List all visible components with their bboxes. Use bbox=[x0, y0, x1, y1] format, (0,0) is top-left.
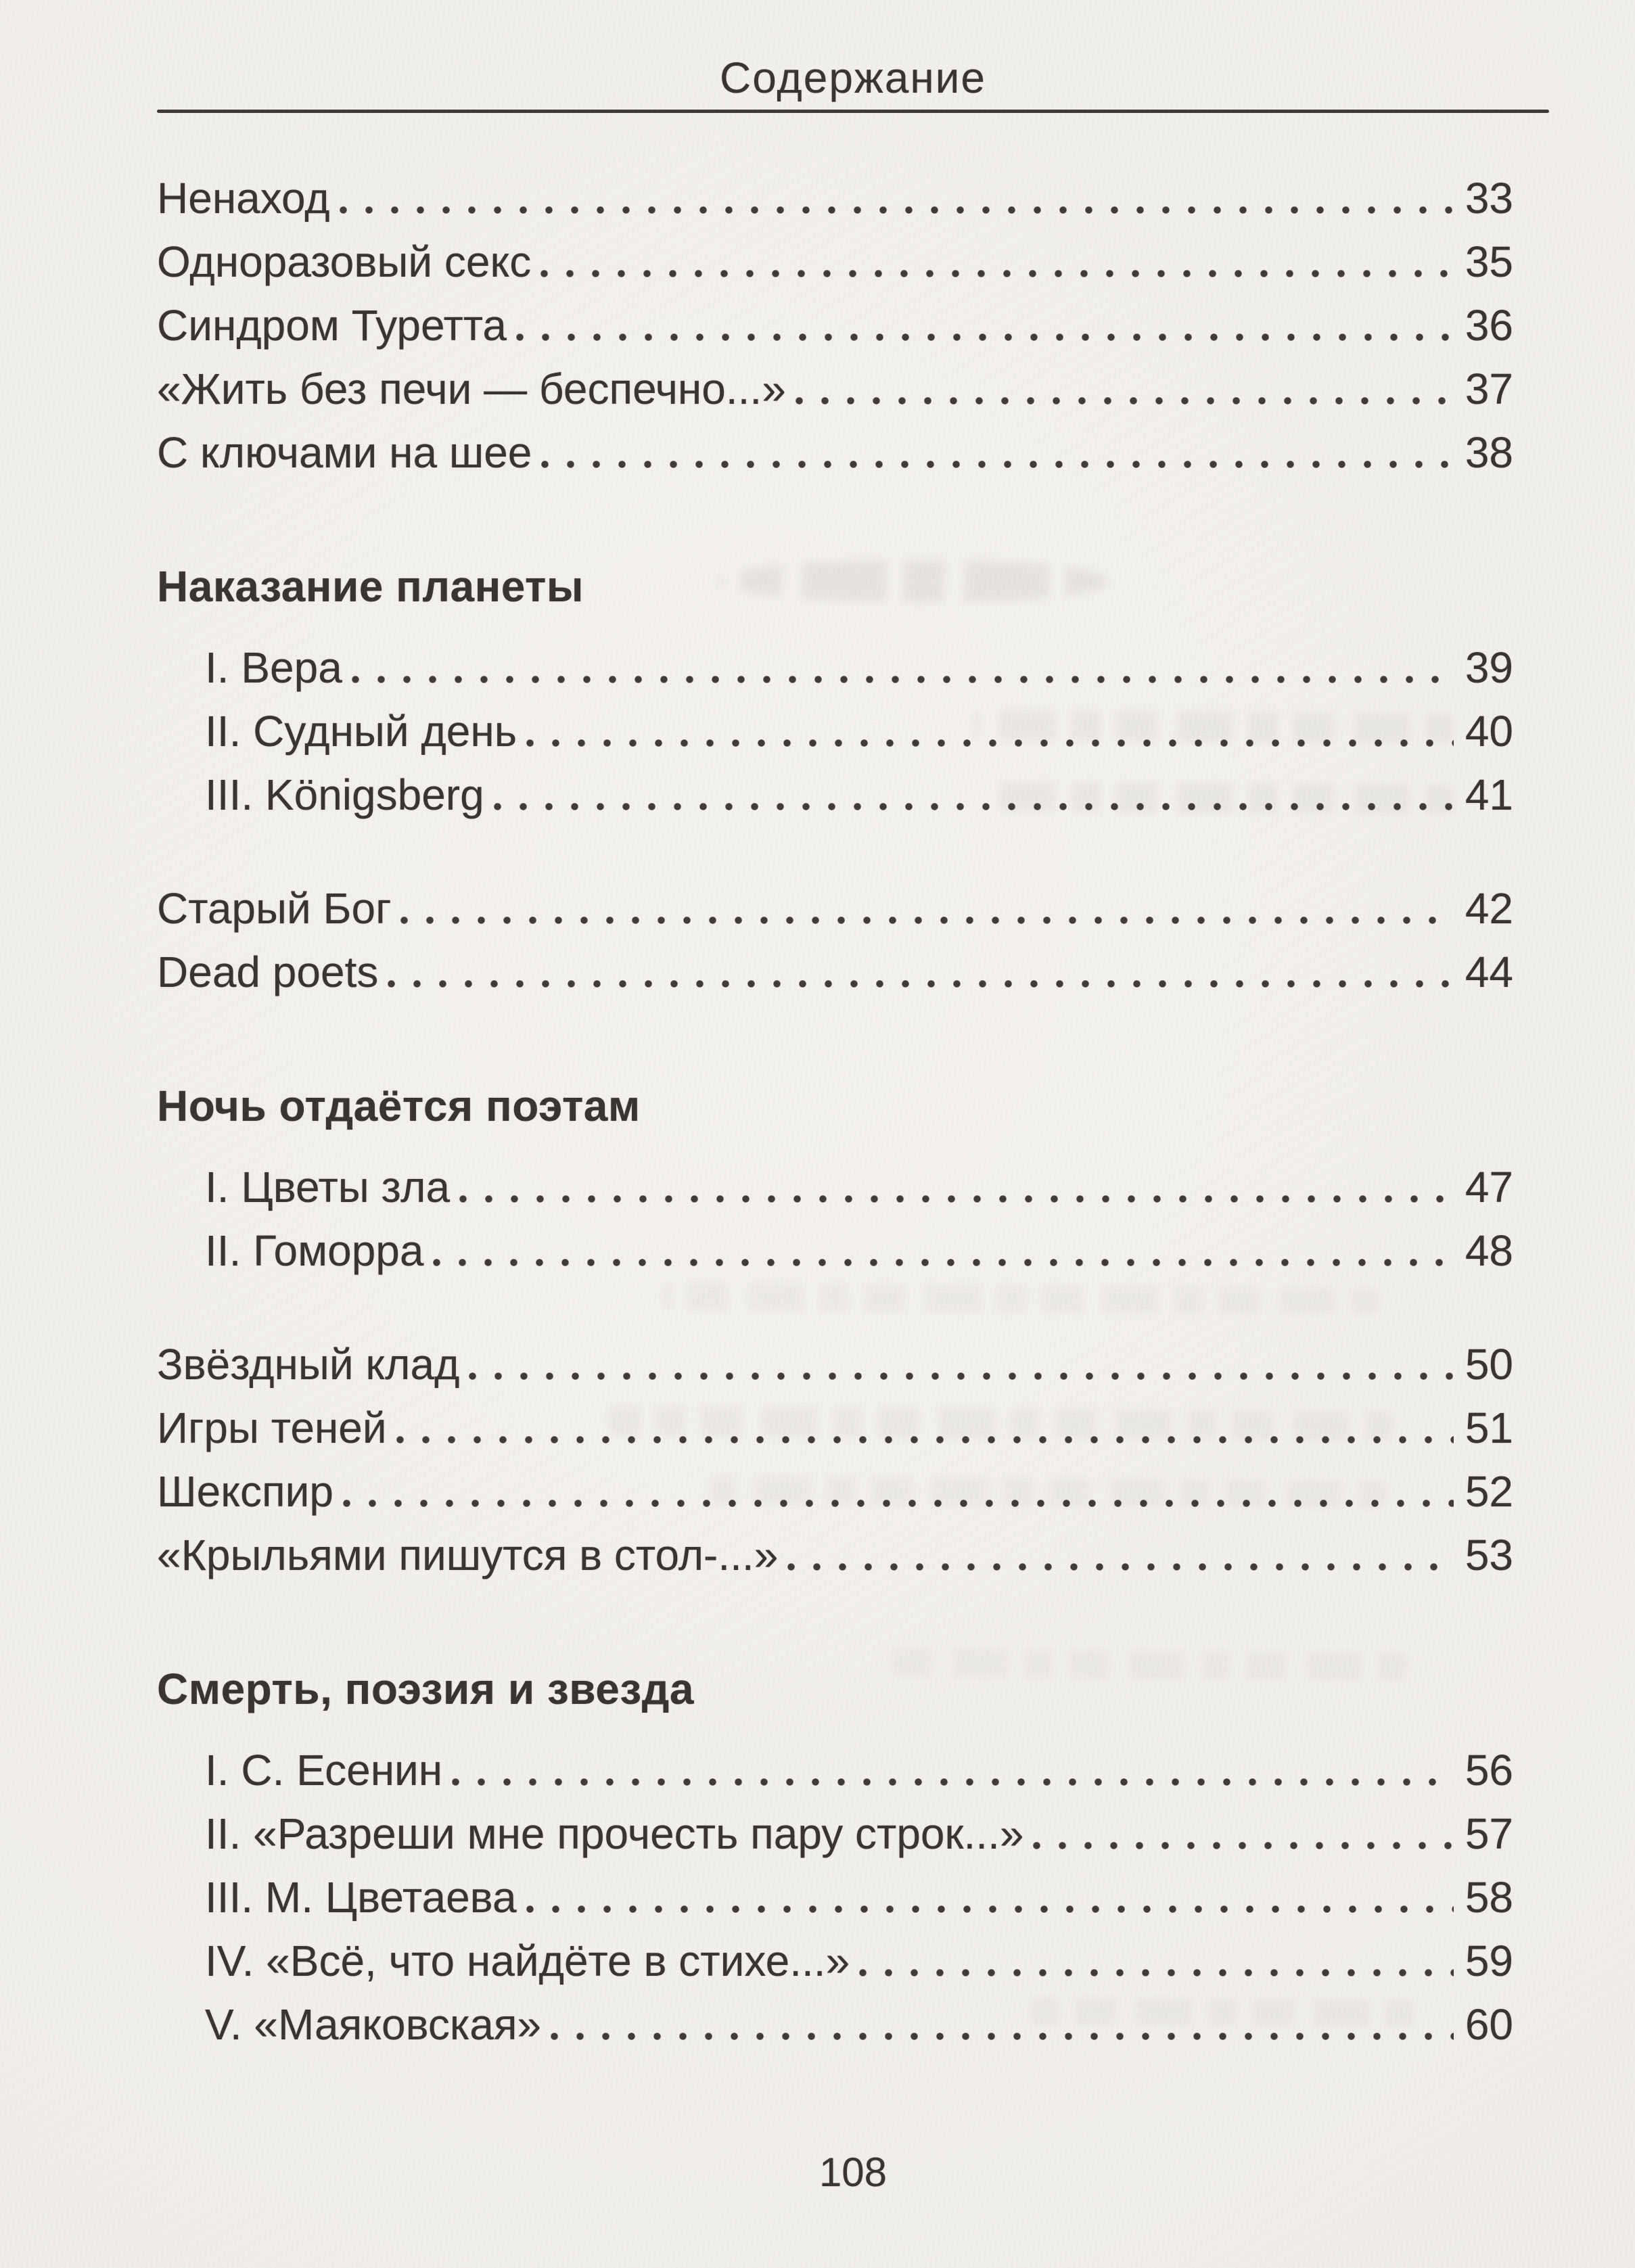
toc-entry-title: «Жить без печи — беспечно...» bbox=[157, 365, 786, 413]
toc-entry bbox=[157, 1396, 1513, 1460]
toc-entry-title: Синдром Туретта bbox=[157, 301, 507, 350]
toc-entry-group bbox=[157, 1738, 1549, 2056]
toc-entry-page: 39 bbox=[1465, 643, 1513, 692]
toc-entry bbox=[205, 699, 1513, 763]
toc-entry bbox=[157, 166, 1513, 230]
toc-page bbox=[157, 0, 1549, 2194]
toc-entry-page: 40 bbox=[1465, 707, 1513, 756]
toc-entry-page: 41 bbox=[1465, 770, 1513, 819]
toc-entry-page: 52 bbox=[1465, 1467, 1513, 1516]
toc-entry-page: 42 bbox=[1465, 884, 1513, 933]
toc-entry-title: I. Вера bbox=[205, 643, 342, 692]
toc-entry bbox=[157, 230, 1513, 294]
toc-entry-title: I. Цветы зла bbox=[205, 1163, 451, 1211]
toc-entry-group bbox=[157, 1155, 1549, 1282]
toc-entry-title: Шекспир bbox=[157, 1467, 333, 1516]
toc-section-heading: Наказание планеты bbox=[157, 562, 584, 611]
toc-entry-title: II. Судный день bbox=[205, 707, 517, 756]
toc-entry bbox=[157, 421, 1513, 484]
toc-entry bbox=[157, 1460, 1513, 1523]
toc-section-heading: Ночь отдаётся поэтам bbox=[157, 1082, 641, 1130]
toc-entry bbox=[157, 357, 1513, 421]
toc-entry bbox=[157, 1333, 1513, 1396]
toc-entry-title: «Крыльями пишутся в стол-...» bbox=[157, 1531, 779, 1579]
footer-page-number: 108 bbox=[819, 2150, 888, 2195]
toc-entry-page: 51 bbox=[1465, 1404, 1513, 1452]
toc-entry-page: 53 bbox=[1465, 1531, 1513, 1579]
toc-entry bbox=[205, 1993, 1513, 2056]
toc-entry-page: 50 bbox=[1465, 1340, 1513, 1389]
toc-entry bbox=[205, 763, 1513, 827]
toc-entry bbox=[157, 294, 1513, 357]
toc-entry-page: 57 bbox=[1465, 1809, 1513, 1858]
toc-entry bbox=[157, 940, 1513, 1004]
toc-entry bbox=[205, 1219, 1513, 1282]
toc-entry bbox=[205, 1866, 1513, 1929]
toc-entry-title: Dead poets bbox=[157, 948, 379, 996]
header-divider-rule bbox=[157, 110, 1549, 113]
toc-entry bbox=[205, 1802, 1513, 1866]
toc-entry-page: 33 bbox=[1465, 174, 1513, 223]
toc-entry-title: I. С. Есенин bbox=[205, 1746, 443, 1795]
toc-entry-page: 58 bbox=[1465, 1873, 1513, 1922]
toc-entry bbox=[157, 1523, 1513, 1587]
toc-entry-page: 48 bbox=[1465, 1226, 1513, 1275]
toc-entry-page: 35 bbox=[1465, 237, 1513, 286]
toc-entry-title: Ненаход bbox=[157, 174, 330, 223]
toc-entry-group bbox=[157, 1333, 1549, 1587]
toc-entry-title: III. Königsberg bbox=[205, 770, 484, 819]
toc-entry bbox=[205, 636, 1513, 699]
toc-entry-title: III. М. Цветаева bbox=[205, 1873, 517, 1922]
toc-blocks bbox=[157, 166, 1549, 2056]
toc-entry-title: V. «Маяковская» bbox=[205, 2000, 542, 2049]
toc-section-heading: Смерть, поэзия и звезда bbox=[157, 1665, 694, 1713]
toc-entry bbox=[157, 877, 1513, 940]
toc-entry-page: 56 bbox=[1465, 1746, 1513, 1795]
toc-entry bbox=[205, 1738, 1513, 1802]
toc-entry bbox=[205, 1155, 1513, 1219]
toc-entry-group bbox=[157, 636, 1549, 827]
toc-entry-title: II. Гоморра bbox=[205, 1226, 424, 1275]
toc-entry-page: 60 bbox=[1465, 2000, 1513, 2049]
toc-entry-page: 38 bbox=[1465, 428, 1513, 477]
toc-entry-page: 37 bbox=[1465, 365, 1513, 413]
toc-entry-page: 59 bbox=[1465, 1937, 1513, 1985]
toc-entry-page: 36 bbox=[1465, 301, 1513, 350]
toc-entry-title: Игры теней bbox=[157, 1404, 387, 1452]
page-title: Содержание bbox=[719, 53, 987, 102]
toc-entry-group bbox=[157, 166, 1549, 484]
toc-entry-title: Старый Бог bbox=[157, 884, 392, 933]
toc-entry-title: II. «Разреши мне прочесть пару строк...» bbox=[205, 1809, 1024, 1858]
toc-entry-title: С ключами на шее bbox=[157, 428, 532, 477]
toc-entry-title: IV. «Всё, что найдёте в стихе...» bbox=[205, 1937, 850, 1985]
toc-entry-page: 44 bbox=[1465, 948, 1513, 996]
toc-entry-page: 47 bbox=[1465, 1163, 1513, 1211]
toc-entry-group bbox=[157, 877, 1549, 1004]
toc-entry-title: Одноразовый секс bbox=[157, 237, 532, 286]
toc-entry-title: Звёздный клад bbox=[157, 1340, 460, 1389]
toc-entry bbox=[205, 1929, 1513, 1993]
